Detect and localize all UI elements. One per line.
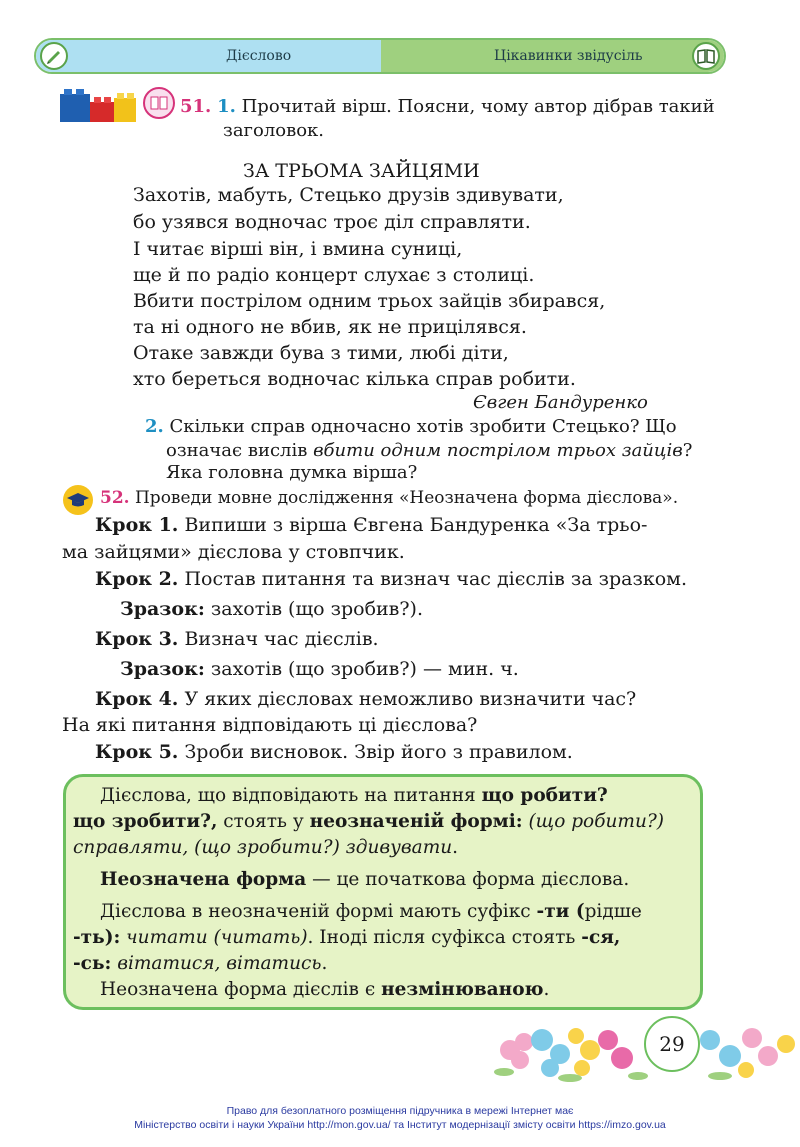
step-text: Постав питання та визнач час дієслів за зразком. bbox=[178, 568, 687, 590]
poem-line: ще й по радіо концерт слухає з столиці. bbox=[133, 264, 535, 286]
sample-text: захотів (що зробив?). bbox=[204, 598, 424, 620]
poem-line: І читає вірші він, і вмина суниці, bbox=[133, 238, 463, 260]
poem-line: Захотів, мабуть, Стецько друзів здивувати, bbox=[133, 184, 564, 206]
header-section: Цікавинки звідусіль bbox=[494, 48, 643, 64]
sample-text: захотів (що зробив?) — мин. ч. bbox=[204, 658, 519, 680]
rule-line bbox=[73, 953, 327, 974]
rule-bold: Неозначена форма bbox=[100, 869, 307, 890]
rule-bold: -сь: bbox=[73, 953, 112, 974]
chapter-header bbox=[34, 38, 726, 74]
page-number: 29 bbox=[644, 1016, 700, 1072]
reading-icon bbox=[142, 86, 176, 120]
header-topic: Дієслово bbox=[226, 48, 292, 64]
task-text: означає вислів bbox=[166, 440, 314, 461]
book-icon bbox=[692, 42, 720, 70]
rule-text: . bbox=[543, 979, 550, 1000]
header-left-section bbox=[36, 40, 381, 72]
poem-line: Вбити пострілом одним трьох зайців збирався, bbox=[133, 290, 606, 312]
footer-line1: Право для безоплатного розміщення підручника в мережі Інтернет має bbox=[226, 1105, 574, 1117]
rule-text: . Іноді після суфікса стоять bbox=[307, 927, 582, 948]
rule-italic: читати (читать) bbox=[120, 927, 308, 948]
rule-line bbox=[100, 785, 608, 806]
rule-text: . bbox=[452, 837, 459, 858]
task-number: 51. bbox=[180, 96, 212, 117]
step-text: Випиши з вірша Євгена Бандуренка «За трьо- bbox=[178, 514, 648, 536]
rule-bold: що робити? bbox=[481, 785, 608, 806]
step-1-line1 bbox=[95, 514, 647, 536]
task-51-2-line1 bbox=[145, 416, 677, 437]
task-51-line1 bbox=[180, 96, 715, 117]
step-4-line1 bbox=[95, 688, 636, 710]
pen-icon bbox=[40, 42, 68, 70]
rule-line bbox=[100, 979, 549, 1000]
rule-bold: -ти ( bbox=[536, 901, 585, 922]
rule-italic: вітатися, вітатись bbox=[111, 953, 322, 974]
rule-text: Неозначена форма дієслів є bbox=[100, 979, 382, 1000]
rule-text: Дієслова, що відповідають на питання bbox=[100, 785, 482, 806]
poem-line: Отаке завжди бува з тими, любі діти, bbox=[133, 342, 509, 364]
subtask-number: 2. bbox=[145, 416, 164, 437]
task-text: Прочитай вірш. Поясни, чому автор дібрав такий bbox=[241, 96, 715, 117]
task-51-line2: заголовок. bbox=[223, 120, 325, 141]
step-1-line2: ма зайцями» дієслова у стовпчик. bbox=[62, 541, 405, 563]
rule-line bbox=[73, 927, 620, 948]
task-number: 52. bbox=[100, 488, 130, 508]
subtask-number: 1. bbox=[217, 96, 236, 117]
poem-author: Євген Бандуренко bbox=[473, 392, 648, 413]
rule-bold: -ся, bbox=[581, 927, 621, 948]
graduation-cap-icon bbox=[62, 484, 94, 516]
task-text: Скільки справ одночасно хотів зробити Стецько? Що bbox=[169, 416, 677, 437]
rule-bold: що зробити?, bbox=[73, 811, 218, 832]
rule-bold: незмінюваною bbox=[381, 979, 544, 1000]
building-blocks-icon bbox=[58, 84, 142, 124]
idiom-text: вбити одним пострілом трьох зайців bbox=[313, 440, 683, 461]
footer-line2: Міністерство освіти і науки України http://mon.gov.ua/ та Інститут модернізації змісту освіти https://imzo.gov.ua bbox=[134, 1119, 666, 1131]
step-2 bbox=[95, 568, 687, 590]
step-label: Крок 5. bbox=[95, 741, 179, 763]
step-label: Крок 2. bbox=[95, 568, 179, 590]
rule-line bbox=[100, 901, 642, 922]
poem-line: бо узявся водночас троє діл справляти. bbox=[133, 211, 531, 233]
sample-2 bbox=[120, 658, 519, 680]
rule-box bbox=[63, 774, 703, 1010]
rule-text: Дієслова в неозначеній формі мають суфікс bbox=[100, 901, 537, 922]
step-label: Крок 1. bbox=[95, 514, 179, 536]
rule-italic: справляти, (що зробити?) здивувати bbox=[73, 837, 453, 858]
rule-line bbox=[73, 837, 458, 858]
rule-bold: неозначеній формі: bbox=[309, 811, 523, 832]
rule-text: стоять у bbox=[217, 811, 310, 832]
rule-line bbox=[73, 811, 664, 832]
step-3 bbox=[95, 628, 379, 650]
rule-text: рідше bbox=[584, 901, 642, 922]
task-51-2-line2 bbox=[166, 440, 692, 461]
step-label: Крок 3. bbox=[95, 628, 179, 650]
step-label: Крок 4. bbox=[95, 688, 179, 710]
rule-line bbox=[100, 869, 629, 890]
task-52-intro bbox=[100, 488, 678, 508]
sample-label: Зразок: bbox=[120, 598, 205, 620]
task-text: Проведи мовне дослідження «Неозначена форма дієслова». bbox=[134, 488, 679, 508]
step-text: Визнач час дієслів. bbox=[178, 628, 379, 650]
poem-line: та ні одного не вбив, як не прицілявся. bbox=[133, 316, 527, 338]
step-5 bbox=[95, 741, 573, 763]
sample-1 bbox=[120, 598, 423, 620]
poem-title: ЗА ТРЬОМА ЗАЙЦЯМИ bbox=[243, 160, 480, 182]
step-4-line2: На які питання відповідають ці дієслова? bbox=[62, 714, 478, 736]
rule-text: — це початкова форма дієслова. bbox=[306, 869, 630, 890]
sample-label: Зразок: bbox=[120, 658, 205, 680]
rule-text: . bbox=[321, 953, 328, 974]
rule-bold: -ть): bbox=[73, 927, 121, 948]
rule-italic: (що робити?) bbox=[522, 811, 664, 832]
task-51-2-line3: Яка головна думка вірша? bbox=[166, 462, 418, 483]
task-text: ? bbox=[682, 440, 693, 461]
step-text: У яких дієсловах неможливо визначити час? bbox=[178, 688, 637, 710]
poem-line: хто береться водночас кілька справ робити. bbox=[133, 368, 576, 390]
step-text: Зроби висновок. Звір його з правилом. bbox=[178, 741, 573, 763]
